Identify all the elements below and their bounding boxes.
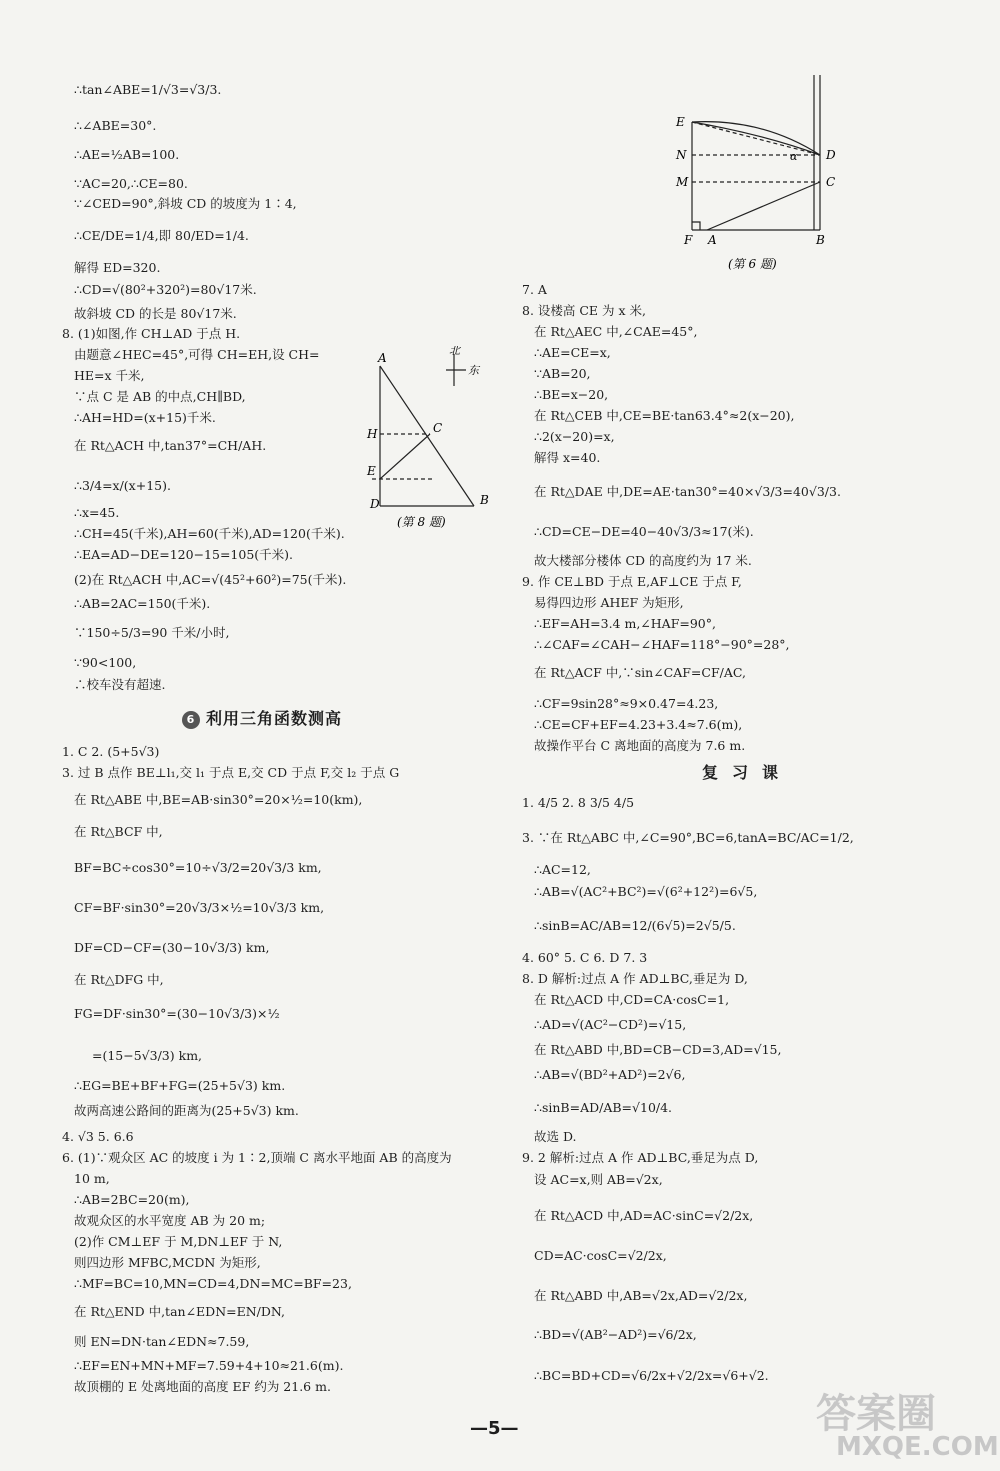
text-line: 易得四边形 AHEF 为矩形, xyxy=(534,595,684,610)
text-line: 7. A xyxy=(522,282,547,297)
text-line: (2)在 Rt△ACH 中,AC=√(45²+60²)=75(千米). xyxy=(74,572,347,587)
text-line: ∴BE=x−20, xyxy=(534,387,609,402)
compass-north-label: 北 xyxy=(449,346,460,357)
text-line: 则四边形 MFBC,MCDN 为矩形, xyxy=(74,1255,261,1270)
text-line: 在 Rt△ACH 中,tan37°=CH/AH. xyxy=(74,438,267,453)
text-line: 则 EN=DN·tan∠EDN≈7.59, xyxy=(74,1334,250,1349)
label-b: B xyxy=(480,493,489,507)
text-line: ∵90<100, xyxy=(74,655,137,670)
text-line: ∵∠CED=90°,斜坡 CD 的坡度为 1∶4, xyxy=(74,196,297,211)
text-line: ∴3/4=x/(x+15). xyxy=(74,478,171,493)
text-line: ∴MF=BC=10,MN=CD=4,DN=MC=BF=23, xyxy=(74,1276,352,1291)
text-line: 3. 过 B 点作 BE⊥l₁,交 l₁ 于点 E,交 CD 于点 F,交 l₂ 于点 G xyxy=(62,765,400,780)
text-line: 在 Rt△ACF 中,∵sin∠CAF=CF/AC, xyxy=(534,665,746,680)
text-line: ∴AB=2BC=20(m), xyxy=(74,1192,190,1207)
label-b: B xyxy=(816,233,825,247)
text-line: ∴CF=9sin28°≈9×0.47=4.23, xyxy=(534,696,719,711)
text-line: ∴CD=CE−DE=40−40√3/3≈17(米). xyxy=(534,524,754,539)
text-line: ∴AE=CE=x, xyxy=(534,345,611,360)
text-line: ∴tan∠ABE=1/√3=√3/3. xyxy=(74,82,222,97)
text-line: 设 AC=x,则 AB=√2x, xyxy=(534,1172,663,1187)
text-line: 解得 x=40. xyxy=(534,450,601,465)
text-line: ∴AB=√(AC²+BC²)=√(6²+12²)=6√5, xyxy=(534,884,758,899)
text-line: 10 m, xyxy=(74,1171,110,1186)
compass-east-label: 东 xyxy=(468,364,479,377)
figure-8-caption: (第 8 题) xyxy=(397,515,446,529)
text-line: ∴EG=BE+BF+FG=(25+5√3) km. xyxy=(74,1078,286,1093)
text-line: 故观众区的水平宽度 AB 为 20 m; xyxy=(74,1213,266,1228)
label-e: E xyxy=(367,464,376,478)
text-line: 8. (1)如图,作 CH⊥AD 于点 H. xyxy=(62,326,241,341)
text-line: CD=AC·cosC=√2/2x, xyxy=(534,1248,667,1263)
text-line: ∴BC=BD+CD=√6/2x+√2/2x=√6+√2. xyxy=(534,1368,769,1383)
text-line: 在 Rt△ABE 中,BE=AB·sin30°=20×½=10(km), xyxy=(74,792,363,807)
label-a: A xyxy=(378,351,387,365)
text-line: 3. ∵在 Rt△ABC 中,∠C=90°,BC=6,tanA=BC/AC=1/2, xyxy=(522,830,854,845)
text-line: ∴AB=2AC=150(千米). xyxy=(74,596,211,611)
text-line: ∴CH=45(千米),AH=60(千米),AD=120(千米). xyxy=(74,526,345,541)
text-line: 1. C 2. (5+5√3) xyxy=(62,744,160,759)
review-heading: 复习课 xyxy=(702,763,793,782)
text-line: ∴AB=√(BD²+AD²)=2√6, xyxy=(534,1067,686,1082)
text-line: 在 Rt△END 中,tan∠EDN=EN/DN, xyxy=(74,1304,286,1319)
text-line: ∴AD=√(AC²−CD²)=√15, xyxy=(534,1017,687,1032)
label-n: N xyxy=(676,148,687,162)
watermark-url: MXQE.COM xyxy=(836,1432,999,1462)
text-line: =(15−5√3/3) km, xyxy=(92,1048,203,1063)
label-a: A xyxy=(708,233,717,247)
text-line: 4. √3 5. 6.6 xyxy=(62,1129,134,1144)
text-line: 故顶棚的 E 处离地面的高度 EF 约为 21.6 m. xyxy=(74,1379,331,1394)
text-line: ∴EF=AH=3.4 m,∠HAF=90°, xyxy=(534,616,716,631)
page-number: —5— xyxy=(470,1418,519,1439)
text-line: 6. (1)∵观众区 AC 的坡度 i 为 1∶2,顶端 C 离水平地面 AB 的高度为 xyxy=(62,1150,452,1165)
text-line: ∵150÷5/3=90 千米/小时, xyxy=(74,625,230,640)
text-line: 故操作平台 C 离地面的高度为 7.6 m. xyxy=(534,738,746,753)
text-line: ∴AE=½AB=100. xyxy=(74,147,180,162)
text-line: ∴校车没有超速. xyxy=(74,677,166,692)
label-c: C xyxy=(826,175,836,189)
label-f: F xyxy=(684,233,693,247)
text-line: ∴BD=√(AB²−AD²)=√6/2x, xyxy=(534,1327,697,1342)
text-line: 在 Rt△ACD 中,AD=AC·sinC=√2/2x, xyxy=(534,1208,754,1223)
label-m: M xyxy=(676,175,689,189)
text-line: ∴∠CAF=∠CAH−∠HAF=118°−90°=28°, xyxy=(534,637,790,652)
figure-6-caption: (第 6 题) xyxy=(728,257,777,271)
text-line: ∴AC=12, xyxy=(534,862,591,877)
text-line: ∴EA=AD−DE=120−15=105(千米). xyxy=(74,547,294,562)
label-c: C xyxy=(433,421,443,435)
text-line: 故两高速公路间的距离为(25+5√3) km. xyxy=(74,1103,299,1118)
text-line: FG=DF·sin30°=(30−10√3/3)×½ xyxy=(74,1006,280,1021)
label-e: E xyxy=(676,115,685,129)
text-line: 9. 2 解析:过点 A 作 AD⊥BC,垂足为点 D, xyxy=(522,1150,759,1165)
text-line: ∴∠ABE=30°. xyxy=(74,118,157,133)
text-line: (2)作 CM⊥EF 于 M,DN⊥EF 于 N, xyxy=(74,1234,283,1249)
text-line: 解得 ED=320. xyxy=(74,260,161,275)
text-line: ∴AH=HD=(x+15)千米. xyxy=(74,410,216,425)
text-line: ∴CE/DE=1/4,即 80/ED=1/4. xyxy=(74,228,249,243)
label-h: H xyxy=(367,427,378,441)
text-line: ∵AB=20, xyxy=(534,366,591,381)
watermark-logo: 答案圈 xyxy=(816,1391,936,1437)
section-heading xyxy=(182,706,342,729)
text-line: 在 Rt△DFG 中, xyxy=(74,972,164,987)
text-line: ∴EF=EN+MN+MF=7.59+4+10≈21.6(m). xyxy=(74,1358,344,1373)
text-line: 在 Rt△CEB 中,CE=BE·tan63.4°≈2(x−20), xyxy=(534,408,795,423)
text-line: ∴x=45. xyxy=(74,505,120,520)
figure-8-diagram xyxy=(362,346,502,536)
label-alpha: α xyxy=(790,150,798,163)
text-line: 故斜坡 CD 的长是 80√17米. xyxy=(74,306,237,321)
section-title: 利用三角函数测高 xyxy=(206,709,343,728)
text-line: 4. 60° 5. C 6. D 7. 3 xyxy=(522,950,648,965)
text-line: 故选 D. xyxy=(534,1129,577,1144)
text-line: ∴2(x−20)=x, xyxy=(534,429,615,444)
text-line: ∴CE=CF+EF=4.23+3.4≈7.6(m), xyxy=(534,717,743,732)
text-line: 在 Rt△ABD 中,BD=CB−CD=3,AD=√15, xyxy=(534,1042,782,1057)
text-line: ∴CD=√(80²+320²)=80√17米. xyxy=(74,282,257,297)
label-d: D xyxy=(370,497,380,511)
text-line: CF=BF·sin30°=20√3/3×½=10√3/3 km, xyxy=(74,900,325,915)
text-line: ∵点 C 是 AB 的中点,CH∥BD, xyxy=(74,389,246,404)
text-line: 由题意∠HEC=45°,可得 CH=EH,设 CH= xyxy=(74,347,320,362)
text-line: 在 Rt△BCF 中, xyxy=(74,824,163,839)
text-line: 在 Rt△AEC 中,∠CAE=45°, xyxy=(534,324,698,339)
text-line: DF=CD−CF=(30−10√3/3) km, xyxy=(74,940,270,955)
text-line: 在 Rt△DAE 中,DE=AE·tan30°=40×√3/3=40√3/3. xyxy=(534,484,841,499)
text-line: 9. 作 CE⊥BD 于点 E,AF⊥CE 于点 F, xyxy=(522,574,742,589)
text-line: 故大楼部分楼体 CD 的高度约为 17 米. xyxy=(534,553,752,568)
text-line: HE=x 千米, xyxy=(74,368,145,383)
label-d: D xyxy=(826,148,836,162)
text-line: ∴sinB=AD/AB=√10/4. xyxy=(534,1100,673,1115)
figure-6-diagram xyxy=(672,70,842,275)
text-line: 8. 设楼高 CE 为 x 米, xyxy=(522,303,647,318)
text-line: 8. D 解析:过点 A 作 AD⊥BC,垂足为 D, xyxy=(522,971,748,986)
text-line: ∵AC=20,∴CE=80. xyxy=(74,176,188,191)
text-line: 1. 4/5 2. 8 3/5 4/5 xyxy=(522,795,635,810)
text-line: 在 Rt△ABD 中,AB=√2x,AD=√2/2x, xyxy=(534,1288,748,1303)
text-line: BF=BC÷cos30°=10÷√3/2=20√3/3 km, xyxy=(74,860,322,875)
text-line: ∴sinB=AC/AB=12/(6√5)=2√5/5. xyxy=(534,918,736,933)
text-line: 在 Rt△ACD 中,CD=CA·cosC=1, xyxy=(534,992,730,1007)
section-number-badge: 6 xyxy=(182,711,200,729)
